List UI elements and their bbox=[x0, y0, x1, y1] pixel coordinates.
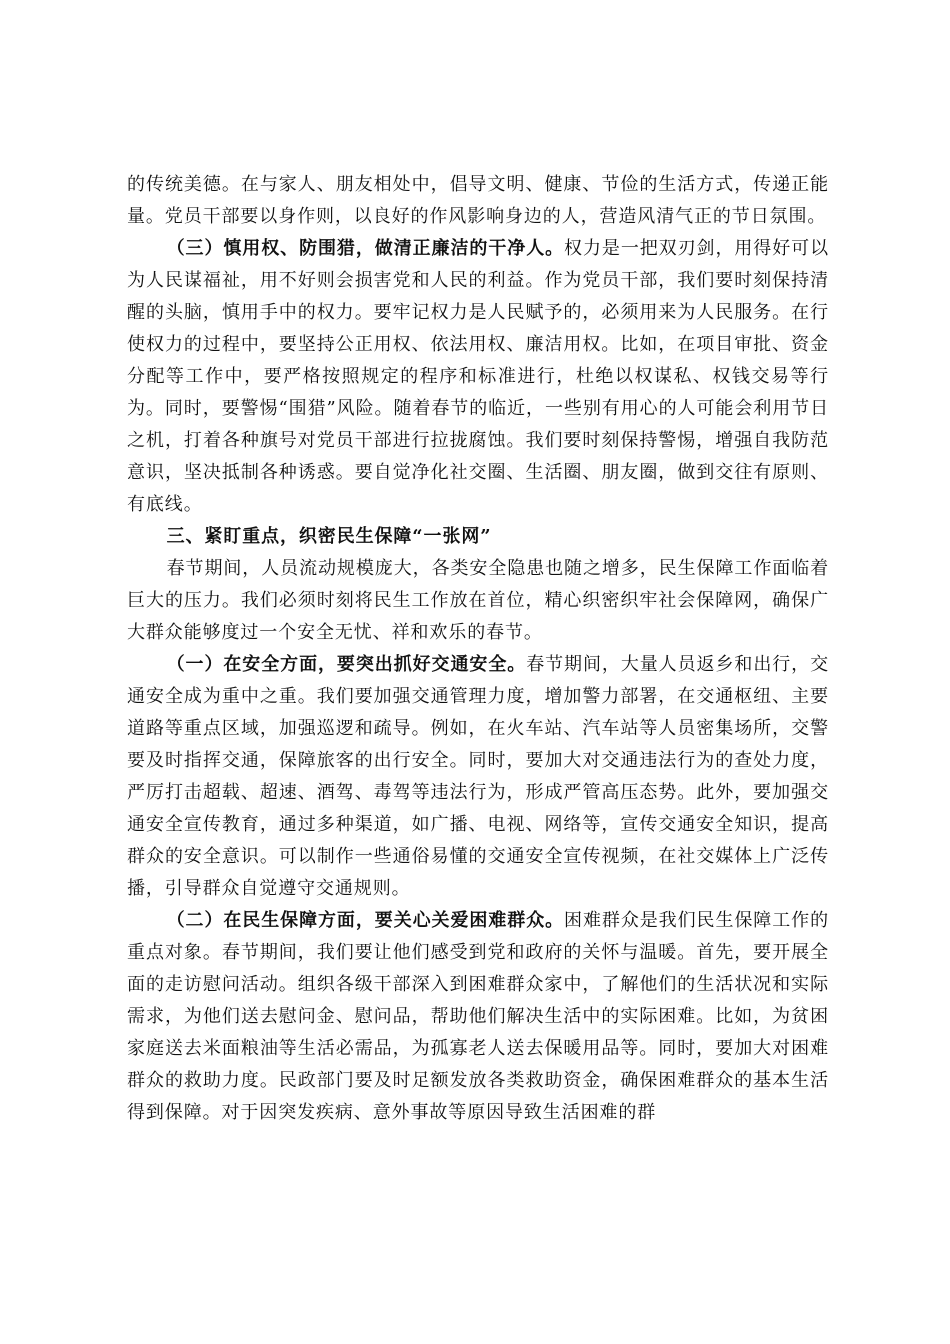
paragraph-lead-traffic-safety: （一）在安全方面，要突出抓好交通安全。 bbox=[166, 654, 527, 675]
paragraph-needy-groups bbox=[127, 905, 829, 1129]
section-heading-livelihood: 三、紧盯重点，织密民生保障“一张网” bbox=[166, 526, 492, 547]
paragraph-body-needy-groups: 困难群众是我们民生保障工作的重点对象。春节期间，我们要让他们感受到党和政府的关怀与温暖。首先，要开展全面的走访慰问活动。组织各级干部深入到困难群众家中，了解他们的生活状况和实际需求，为他们送去慰问金、慰问品，帮助他们解决生活中的实际困难。比如，为贫困家庭送去米面粮油等生活必需品，为孤寡老人送去保暖用品等。同时，要加大对困难群众的救助力度。民政部门要及时足额发放各类救助资金，确保困难群众的基本生活得到保障。对于因突发疾病、意外事故等原因导致生活困难的群 bbox=[127, 910, 829, 1123]
paragraph-lead-integrity: （三）慎用权、防围猎，做清正廉洁的干净人。 bbox=[166, 238, 565, 259]
paragraph-livelihood-intro: 春节期间，人员流动规模庞大，各类安全隐患也随之增多，民生保障工作面临着巨大的压力。我们必须时刻将民生工作放在首位，精心织密织牢社会保障网，确保广大群众能够度过一个安全无忧、祥和欢乐的春节。 bbox=[127, 558, 829, 643]
paragraph-continued: 的传统美德。在与家人、朋友相处中，倡导文明、健康、节俭的生活方式，传递正能量。党员干部要以身作则，以良好的作风影响身边的人，营造风清气正的节日氛围。 bbox=[127, 174, 829, 227]
paragraph-lead-needy-groups: （二）在民生保障方面，要关心关爱困难群众。 bbox=[166, 910, 565, 931]
paragraph-traffic-safety bbox=[127, 649, 829, 905]
paragraph-integrity bbox=[127, 233, 829, 521]
document-page bbox=[127, 169, 829, 1129]
paragraph-body-integrity: 权力是一把双刃剑，用得好可以为人民谋福祉，用不好则会损害党和人民的利益。作为党员干部，我们要时刻保持清醒的头脑，慎用手中的权力。要牢记权力是人民赋予的，必须用来为人民服务。在行使权力的过程中，要坚持公正用权、依法用权、廉洁用权。比如，在项目审批、资金分配等工作中，要严格按照规定的程序和标准进行，杜绝以权谋私、权钱交易等行为。同时，要警惕“围猎”风险。随着春节的临近，一些别有用心的人可能会利用节日之机，打着各种旗号对党员干部进行拉拢腐蚀。我们要时刻保持警惕，增强自我防范意识，坚决抵制各种诱惑。要自觉净化社交圈、生活圈、朋友圈，做到交往有原则、有底线。 bbox=[127, 238, 829, 515]
paragraph-body-traffic-safety: 春节期间，大量人员返乡和出行，交通安全成为重中之重。我们要加强交通管理力度，增加警力部署，在交通枢纽、主要道路等重点区域，加强巡逻和疏导。例如，在火车站、汽车站等人员密集场所，交警要及时指挥交通，保障旅客的出行安全。同时，要加大对交通违法行为的查处力度，严厉打击超载、超速、酒驾、毒驾等违法行为，形成严管高压态势。此外，要加强交通安全宣传教育，通过多种渠道，如广播、电视、网络等，宣传交通安全知识，提高群众的安全意识。可以制作一些通俗易懂的交通安全宣传视频，在社交媒体上广泛传播，引导群众自觉遵守交通规则。 bbox=[127, 654, 829, 899]
